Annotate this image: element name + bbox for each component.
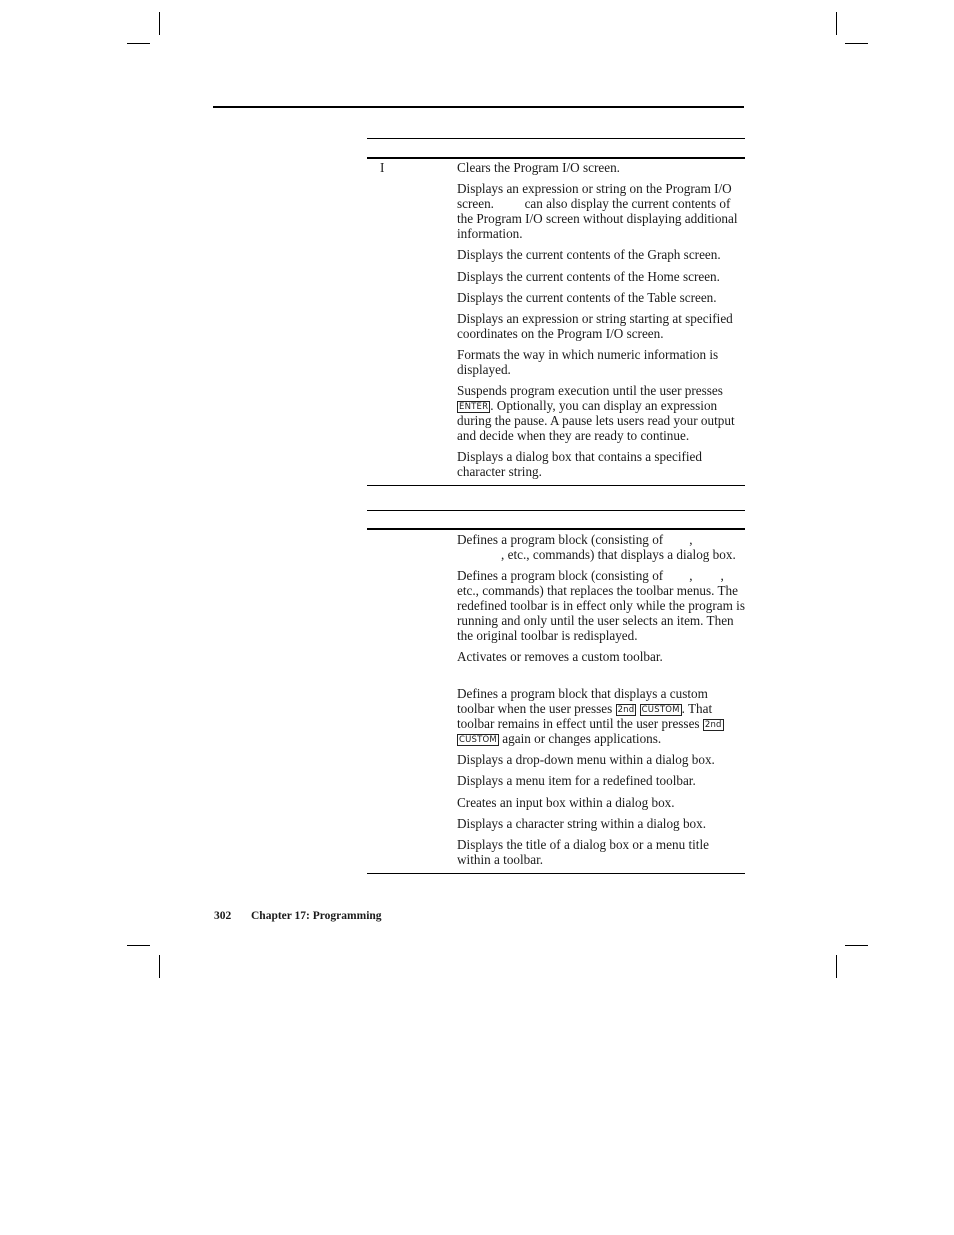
command-description: Clears the Program I/O screen. <box>457 160 620 175</box>
command-description: Suspends program execution until the user presses ENTER . Optionally, you can display an expression during the pause. A pause lets users read your output and decide when they are ready to continue. <box>457 383 735 443</box>
command-description: Displays the current contents of the Home screen. <box>457 269 720 284</box>
crop-mark <box>159 12 160 35</box>
table-row <box>367 181 745 241</box>
table-row <box>367 568 745 643</box>
dialog-toolbar-commands-table <box>367 510 745 874</box>
chapter-title: Chapter 17: Programming <box>251 910 382 922</box>
command-description: Defines a program block (consisting of , , etc., commands) that replaces the toolbar menus. The redefined toolbar is in effect only while the program is running and only until the user selects an item. Then the original toolbar is redisplayed. <box>457 568 745 643</box>
command-description: Displays a menu item for a redefined toolbar. <box>457 773 696 788</box>
command-name: I <box>380 160 385 175</box>
table-bottom-rule <box>367 873 745 874</box>
command-description: Formats the way in which numeric information is displayed. <box>457 347 719 377</box>
table-bottom-rule <box>367 485 745 486</box>
table-row <box>367 311 745 341</box>
command-description: Displays a drop-down menu within a dialog box. <box>457 752 715 767</box>
crop-mark <box>836 12 837 35</box>
command-description: Displays the current contents of the Table screen. <box>457 290 717 305</box>
command-description: Defines a program block (consisting of , , etc., commands) that displays a dialog box. <box>457 532 736 562</box>
io-commands-table <box>367 138 745 486</box>
crop-mark <box>836 955 837 978</box>
table-row <box>367 795 745 810</box>
table-row <box>367 816 745 831</box>
table-row <box>367 649 745 664</box>
table-row <box>367 449 745 479</box>
table-row <box>367 290 745 305</box>
enter-key-icon: ENTER <box>459 402 489 412</box>
table-row <box>367 383 745 443</box>
table-row <box>367 686 745 746</box>
table-row <box>367 532 745 562</box>
command-description: Defines a program block that displays a custom toolbar when the user presses 2nd CUSTOM . That toolbar remains in effect until the user presses 2nd CUSTOM again or changes applications. <box>457 686 722 746</box>
command-description: Displays a dialog box that contains a specified character string. <box>457 449 703 479</box>
crop-mark <box>127 43 150 44</box>
second-key-icon: 2nd <box>617 705 635 715</box>
table-row <box>367 773 745 788</box>
second-key-icon: 2nd <box>704 720 722 730</box>
table-row <box>367 269 745 284</box>
command-description: Displays a character string within a dialog box. <box>457 816 707 831</box>
command-description: Displays an expression or string on the Program I/O screen. can also display the current contents of the Program I/O screen without displaying additional information. <box>457 181 738 241</box>
command-description: Creates an input box within a dialog box. <box>457 795 675 810</box>
command-description: Displays the title of a dialog box or a menu title within a toolbar. <box>457 837 709 867</box>
table-row <box>367 247 745 262</box>
header-rule <box>213 106 744 108</box>
crop-mark <box>127 945 150 946</box>
crop-mark <box>845 945 868 946</box>
command-description: Displays the current contents of the Graph screen. <box>457 247 721 262</box>
table-row <box>367 752 745 767</box>
custom-key-icon: CUSTOM <box>459 735 497 745</box>
custom-key-icon: CUSTOM <box>641 705 680 715</box>
table-row <box>367 837 745 867</box>
crop-mark <box>845 43 868 44</box>
table-row <box>367 160 745 175</box>
page-number: 302 <box>214 910 232 922</box>
table-row <box>367 347 745 377</box>
command-description: Activates or removes a custom toolbar. <box>457 649 663 664</box>
crop-mark <box>159 955 160 978</box>
command-description: Displays an expression or string starting at specified coordinates on the Program I/O screen. <box>457 311 733 341</box>
page-footer <box>214 910 382 922</box>
